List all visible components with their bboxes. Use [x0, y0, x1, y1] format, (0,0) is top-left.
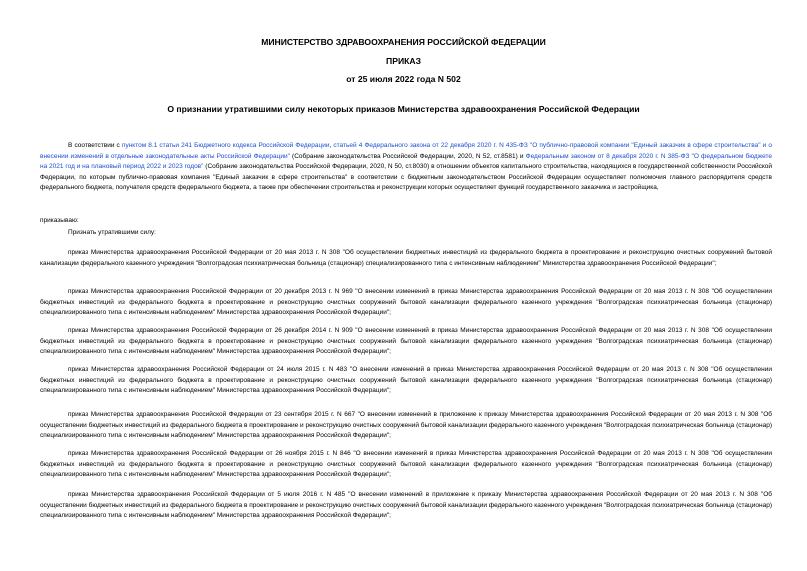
intro-text: (Собрание законодательства Российской Федерации, 2020, N 52, ст.8581) и [289, 152, 526, 160]
intro-text: (Собрание законодательства Российской Федерации, 2020, N 50, ст.8030) в отношении объектов капитального строительства, находящихся в государственной собственности Российской Федерации, по которым публично-правовая компания "Единый заказчик в сфере строительства" в соответствии с бюджетным законодательством Российской Федерации осуществляет полномочия главного распорядителя средств федерального бюджета, получателя средств федерального бюджета, а также при обеспечении строительства и реконструкции которых осуществляет функций государственного заказчика и застройщика, [40, 163, 772, 192]
ministry-heading: МИНИСТЕРСТВО ЗДРАВООХРАНЕНИЯ РОССИЙСКОЙ ФЕДЕРАЦИИ [261, 37, 546, 47]
repeal-statement: Признать утратившими силу: [68, 229, 156, 236]
link-federal-law-385[interactable]: Федеральным законом от 8 декабря 2020 г. N 385-ФЗ "О федеральном бюджете на 2021 год и на плановый период 2022 и 2023 годов" [40, 152, 772, 171]
repealed-order-item: приказ Министерства здравоохранения Российской Федерации от 26 ноября 2015 г. N 846 "О внесении изменений в приказ Министерства здравоохранения Российской Федерации от 20 мая 2013 г. N 308 "Об осуществлении бюджетных инвестиций из федерального бюджета в проектирование и реконструкцию очистных сооружений бытовой канализации федерального казенного учреждения "Волгоградская психиатрическая больница (стационар) специализированного типа с интенсивным наблюдением" Министерства здравоохранения Российской Федерации"; [40, 450, 772, 479]
intro-text: В соответствии с [68, 142, 122, 149]
repealed-order-item: приказ Министерства здравоохранения Российской Федерации от 20 мая 2013 г. N 308 "Об осуществлении бюджетных инвестиций из федерального бюджета в проектирование и реконструкцию очистных сооружений бытовой канализации федерального казенного учреждения "Волгоградская психиатрическая больница (стационар) специализированного типа с интенсивным наблюдением" Министерства здравоохранения Российской Федерации"; [40, 249, 772, 267]
link-budget-code[interactable]: пунктом 8.1 статьи 241 Бюджетного кодекса Российской Федерации [121, 142, 330, 149]
repealed-order-item: приказ Министерства здравоохранения Российской Федерации от 23 сентября 2015 г. N 667 "О внесении изменений в приложение к приказу Министерства здравоохранения Российской Федерации от 20 мая 2013 г. N 308 "Об осуществлении бюджетных инвестиций из федерального бюджета в проектирование и реконструкцию очистных сооружений бытовой канализации федерального казенного учреждения "Волгоградская психиатрическая больница (стационар) специализированного типа с интенсивным наблюдением" Министерства здравоохранения Российской Федерации"; [40, 411, 772, 440]
link-federal-law-435[interactable]: статьей 4 Федерального закона от 22 декабря 2020 г. N 435-ФЗ "О публично-правовой компании "Единый заказчик в сфере строительства" и о внесении изменений в отдельные законодательные акты Российской Федерации" [40, 142, 772, 160]
repealed-order-item: приказ Министерства здравоохранения Российской Федерации от 5 июля 2016 г. N 485 "О внесении изменений в приложение к приказу Министерства здравоохранения Российской Федерации от 20 мая 2013 г. N 308 "Об осуществлении бюджетных инвестиций из федерального бюджета в проектирование и реконструкцию очистных сооружений бытовой канализации федерального казенного учреждения "Волгоградская психиатрическая больница (стационар) специализированного типа с интенсивным наблюдением" Министерства здравоохранения Российской Федерации"; [40, 491, 772, 520]
intro-text: , [329, 142, 334, 149]
intro-paragraph [40, 141, 772, 194]
document-type: ПРИКАЗ [386, 56, 421, 66]
repealed-order-item: приказ Министерства здравоохранения Российской Федерации от 26 декабря 2014 г. N 909 "О внесении изменений в приказ Министерства здравоохранения Российской Федерации от 20 мая 2013 г. N 308 "Об осуществлении бюджетных инвестиций из федерального бюджета в проектирование и реконструкцию очистных сооружений бытовой канализации федерального казенного учреждения "Волгоградская психиатрическая больница (стационар) специализированного типа с интенсивным наблюдением" Министерства здравоохранения Российской Федерации"; [40, 327, 772, 356]
document-date-number: от 25 июля 2022 года N 502 [346, 74, 461, 84]
repealed-order-item: приказ Министерства здравоохранения Российской Федерации от 24 июля 2015 г. N 483 "О внесении изменений в приказ Министерства здравоохранения Российской Федерации от 20 мая 2013 г. N 308 "Об осуществлении бюджетных инвестиций из федерального бюджета в проектирование и реконструкцию очистных сооружений бытовой канализации федерального казенного учреждения "Волгоградская психиатрическая больница (стационар) специализированного типа с интенсивным наблюдением" Министерства здравоохранения Российской Федерации"; [40, 366, 772, 395]
document-title: О признании утратившими силу некоторых приказов Министерства здравоохранения Российской Федерации [167, 104, 640, 114]
order-directive: приказываю: [40, 217, 79, 224]
repealed-order-item: приказ Министерства здравоохранения Российской Федерации от 20 декабря 2013 г. N 969 "О внесении изменений в приказ Министерства здравоохранения Российской Федерации от 20 мая 2013 г. N 308 "Об осуществлении бюджетных инвестиций из федерального бюджета в проектирование и реконструкцию очистных сооружений бытовой канализации федерального казенного учреждения "Волгоградская психиатрическая больница (стационар) специализированного типа с интенсивным наблюдением" Министерства здравоохранения Российской Федерации"; [40, 288, 772, 317]
